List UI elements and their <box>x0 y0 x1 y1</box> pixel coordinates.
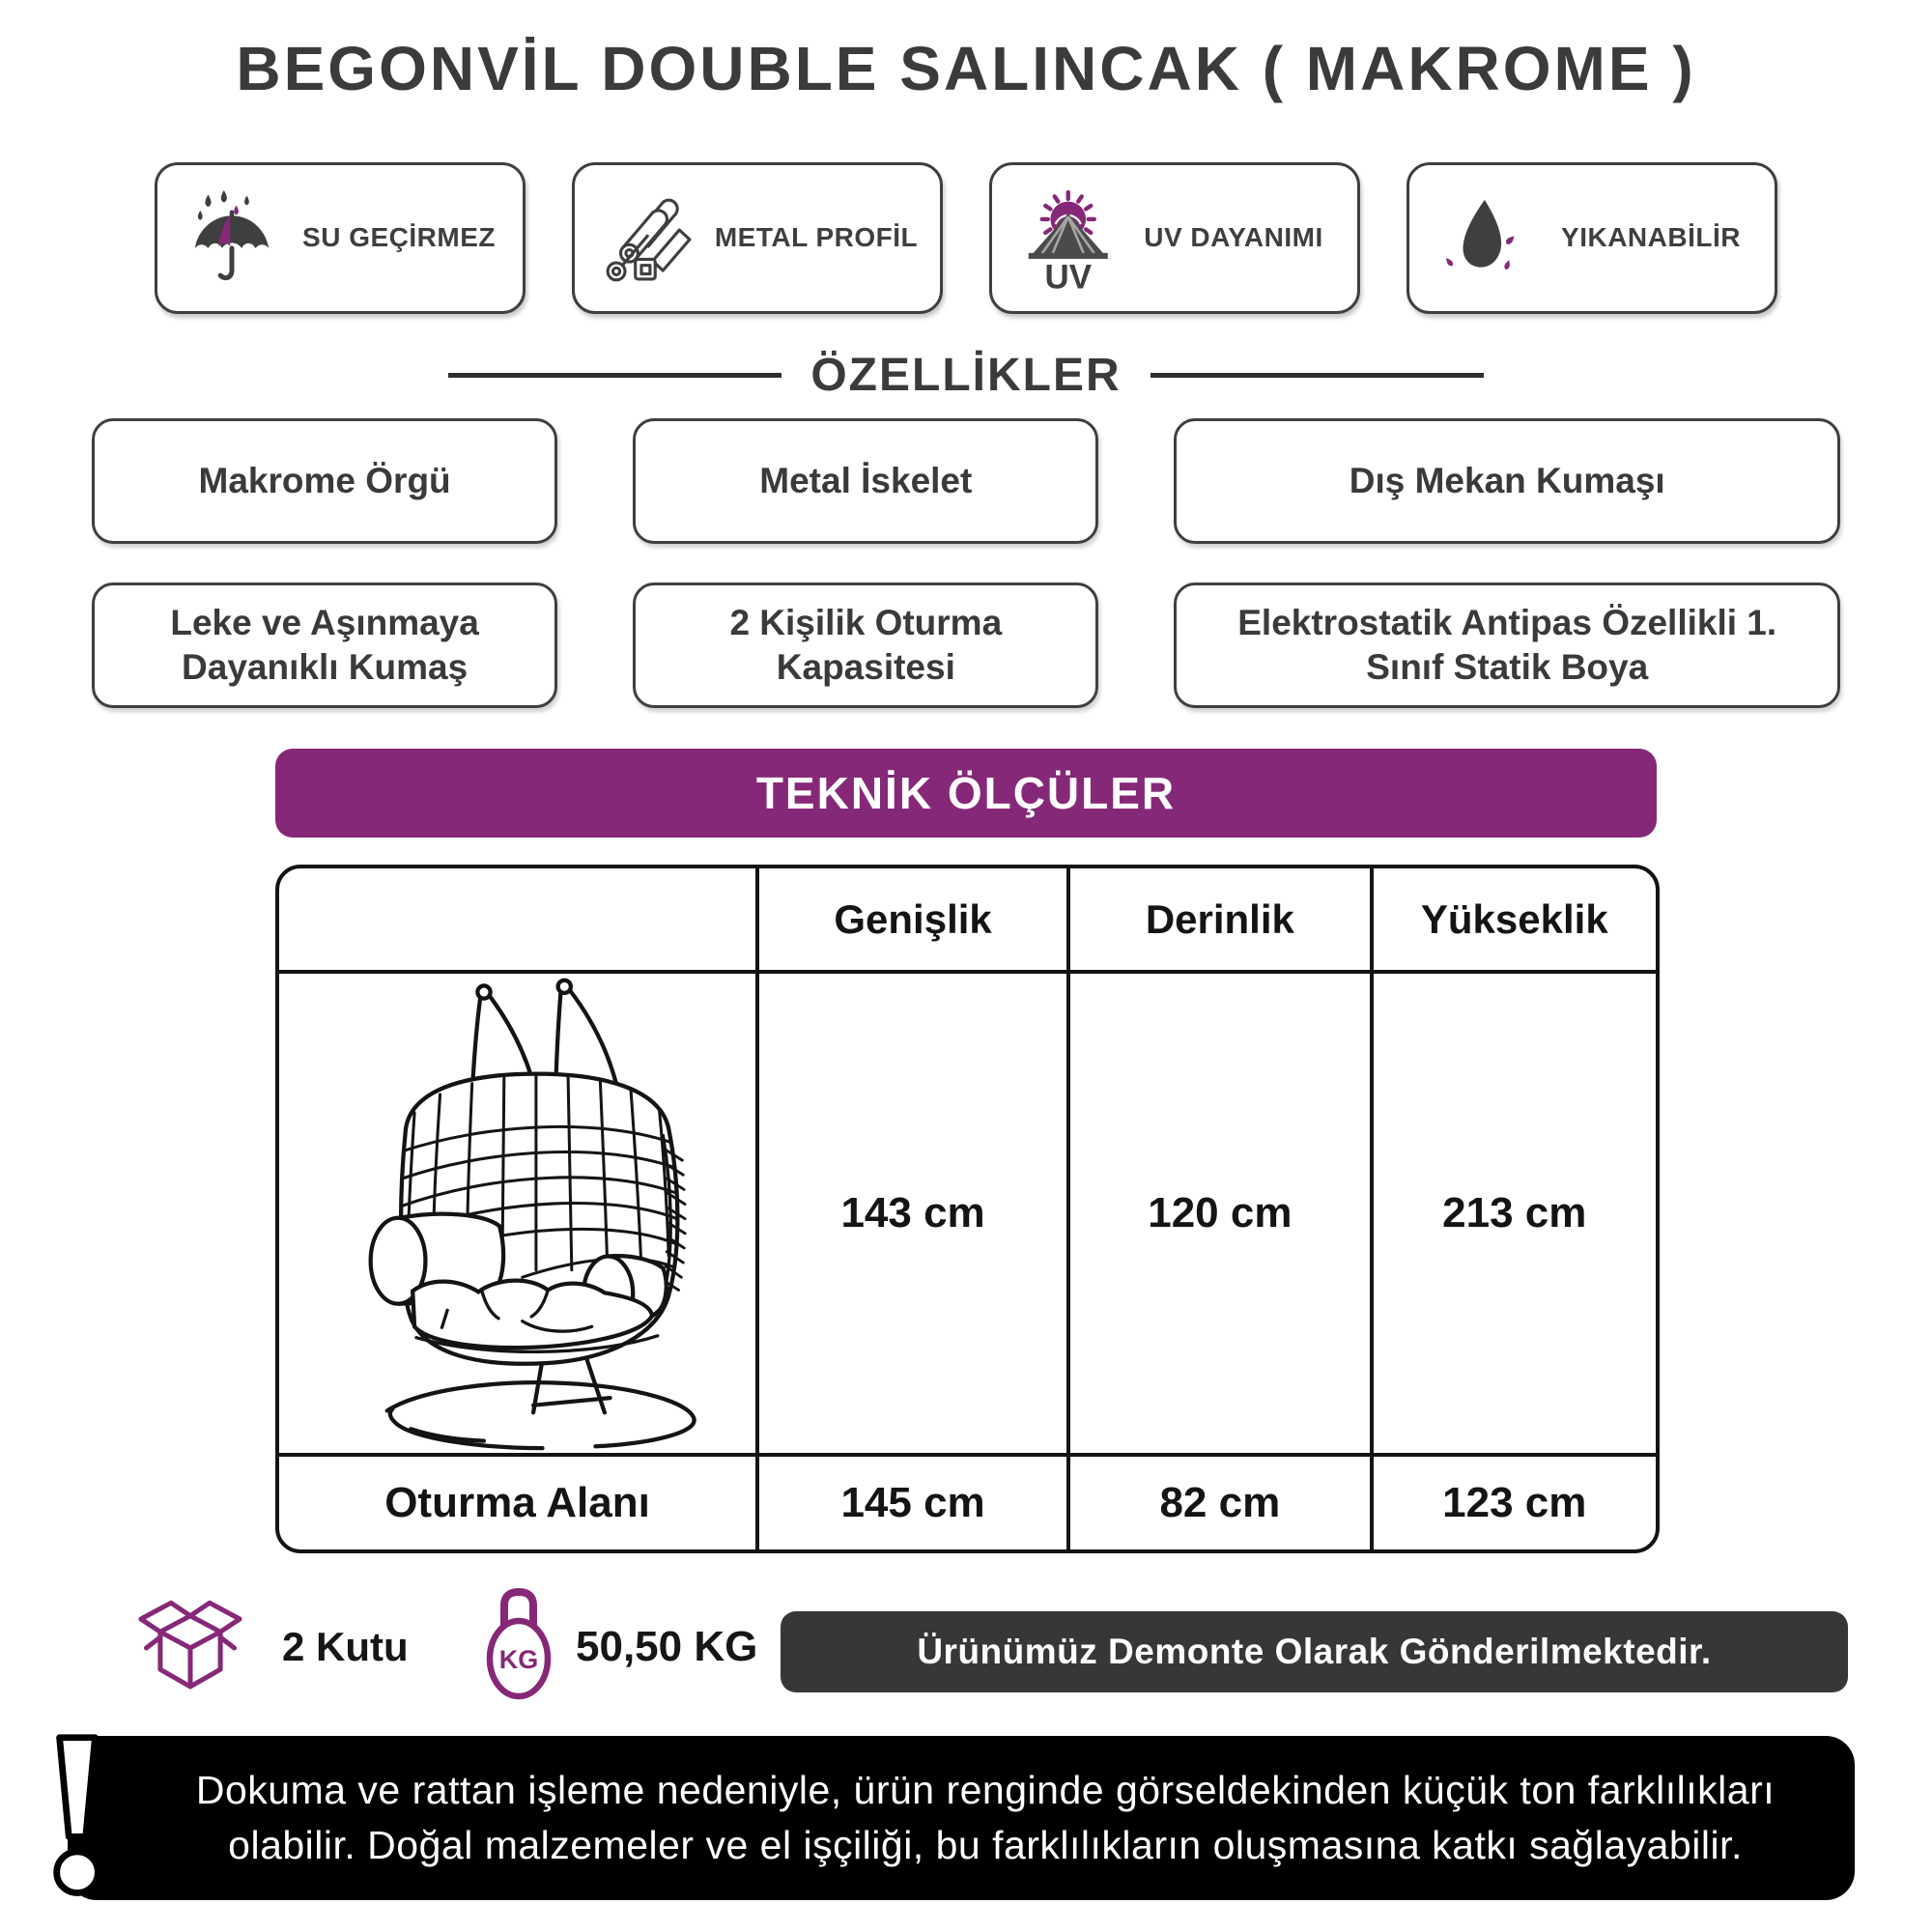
badge-washable <box>1406 162 1777 314</box>
badge-uv-resistance <box>989 162 1360 314</box>
seating-width: 145 cm <box>755 1453 1066 1549</box>
demonte-note-badge: Ürünümüz Demonte Olarak Gönderilmektedir. <box>781 1611 1848 1692</box>
seating-area-label: Oturma Alanı <box>279 1453 755 1549</box>
weight-label: 50,50 KG <box>576 1623 758 1670</box>
uv-resistance-icon <box>1009 185 1123 292</box>
shipping-info-row <box>0 1584 1932 1710</box>
table-corner-cell <box>279 868 755 970</box>
seating-height: 123 cm <box>1370 1453 1656 1549</box>
col-header-depth: Derinlik <box>1066 868 1370 970</box>
col-header-width: Genişlik <box>755 868 1066 970</box>
divider-line-left <box>448 373 781 378</box>
badge-metal-profile <box>572 162 943 314</box>
feature-box: Elektrostatik Antipas Özellikli 1. Sınıf Statik Boya <box>1174 582 1840 708</box>
product-drawing-cell <box>279 970 755 1453</box>
features-section-title: ÖZELLİKLER <box>810 349 1122 401</box>
kg-letters: KG <box>498 1645 539 1674</box>
badge-label: METAL PROFİL <box>714 222 919 253</box>
page-title: BEGONVİL DOUBLE SALINCAK ( MAKROME ) <box>236 34 1696 103</box>
product-width: 143 cm <box>755 970 1066 1453</box>
exclamation-icon <box>44 1730 110 1913</box>
divider-line-right <box>1151 373 1484 378</box>
uv-letters: UV <box>1044 257 1092 292</box>
badge-waterproof <box>155 162 526 314</box>
box-count-label: 2 Kutu <box>282 1624 409 1669</box>
product-height: 213 cm <box>1370 970 1656 1453</box>
umbrella-rain-icon <box>175 188 289 289</box>
washable-drop-icon <box>1427 194 1541 283</box>
feature-box: Metal İskelet <box>633 418 1098 544</box>
swing-chair-drawing <box>296 976 740 1451</box>
feature-badges-row <box>155 162 1777 314</box>
metal-profile-icon <box>592 190 706 287</box>
badge-label: SU GEÇİRMEZ <box>302 222 496 253</box>
col-header-height: Yükseklik <box>1370 868 1656 970</box>
open-box-icon <box>126 1590 255 1711</box>
features-grid <box>92 418 1840 708</box>
feature-box: Leke ve Aşınmaya Dayanıklı Kumaş <box>92 582 557 708</box>
features-section-header <box>0 346 1932 404</box>
feature-box: Makrome Örgü <box>92 418 557 544</box>
disclaimer-banner <box>68 1736 1855 1900</box>
kettlebell-kg-icon <box>475 1586 562 1707</box>
seating-depth: 82 cm <box>1066 1453 1370 1549</box>
spec-table <box>275 865 1660 1553</box>
disclaimer-text: Dokuma ve rattan işleme nedeniyle, ürün renginde görseldekinden küçük ton farklılıkları olabilir. Doğal malzemeler ve el işçiliği, bu farklılıkların oluşmasına katkı sağlayabilir. <box>195 1768 1776 1867</box>
product-depth: 120 cm <box>1066 970 1370 1453</box>
technical-measures-banner: TEKNİK ÖLÇÜLER <box>275 749 1657 838</box>
badge-label: YIKANABİLİR <box>1561 222 1741 253</box>
feature-box: Dış Mekan Kumaşı <box>1174 418 1840 544</box>
feature-box: 2 Kişilik Oturma Kapasitesi <box>633 582 1098 708</box>
badge-label: UV DAYANIMI <box>1144 222 1323 253</box>
